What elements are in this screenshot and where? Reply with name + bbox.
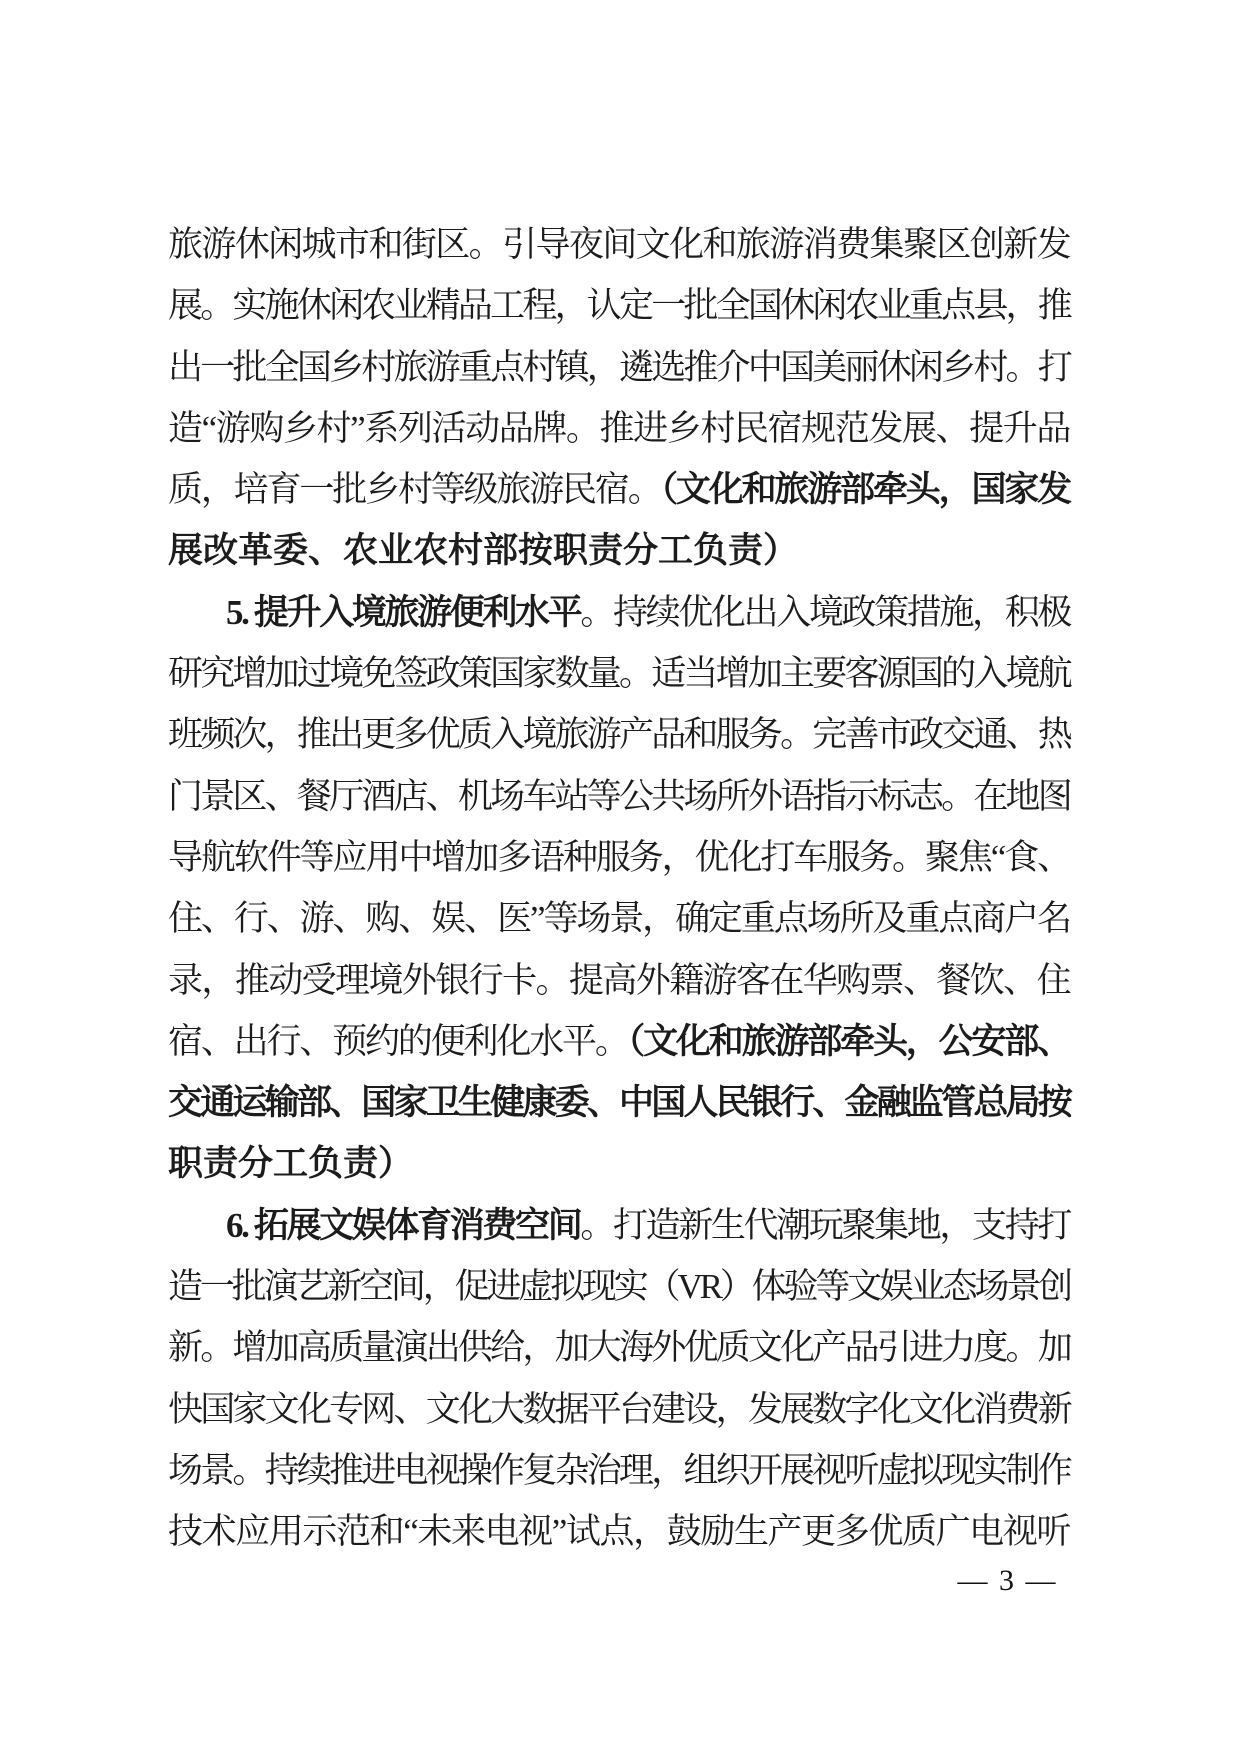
text-segment: 。打造新生代潮玩聚集地，支持打 (580, 1205, 1070, 1245)
text-line (168, 1011, 1070, 1072)
text-line-content (168, 1144, 413, 1183)
text-line-content (168, 715, 1070, 754)
text-line (168, 827, 1070, 888)
bold-text-segment: （文化和旅游部牵头，国家发 (660, 470, 1070, 510)
text-segment: 新。增加高质量演出供给，加大海外优质文化产品引进力度。加 (168, 1328, 1070, 1368)
text-line (168, 643, 1070, 704)
text-line-content (168, 225, 1070, 264)
text-line-content (168, 286, 1070, 325)
text-segment: 快国家文化专网、文化大数据平台建设，发展数字化文化消费新 (168, 1389, 1070, 1429)
text-line (168, 520, 1070, 581)
text-line-content (168, 531, 798, 570)
text-line-content (168, 838, 1070, 877)
text-line (168, 950, 1070, 1011)
text-line-content (168, 1083, 1070, 1122)
text-line-content (168, 1512, 1070, 1551)
text-line-content (168, 1022, 1070, 1061)
text-line-content (168, 1390, 1070, 1429)
bold-text-segment: 5. 提升入境旅游便利水平 (226, 592, 581, 632)
text-segment: 造一批演艺新空间，促进虚拟现实（VR）体验等文娱业态场景创 (168, 1267, 1070, 1307)
text-segment: 造“游购乡村”系列活动品牌。推进乡村民宿规范发展、提升品 (168, 408, 1070, 448)
text-line-content (168, 409, 1070, 448)
text-line-content (168, 470, 1070, 509)
text-line (168, 1195, 1070, 1256)
text-line (168, 1256, 1070, 1317)
text-line-content (168, 1328, 1070, 1367)
text-segment: 旅游休闲城市和街区。引导夜间文化和旅游消费集聚区创新发 (168, 225, 1070, 264)
text-line-content (168, 777, 1070, 816)
text-line (168, 337, 1070, 398)
text-line-content (168, 654, 1070, 693)
text-segment: 出一批全国乡村旅游重点村镇，遴选推介中国美丽休闲乡村。打 (168, 347, 1070, 387)
text-segment: 门景区、餐厅酒店、机场车站等公共场所外语指示标志。在地图 (168, 776, 1070, 816)
text-line (168, 275, 1070, 336)
bold-text-segment: 展改革委、农业农村部按职责分工负责） (168, 531, 799, 571)
text-segment: 研究增加过境免签政策国家数量。适当增加主要客源国的入境航 (168, 654, 1070, 694)
text-segment: 技术应用示范和“未来电视”试点，鼓励生产更多优质广电视听 (168, 1512, 1070, 1552)
text-segment: 导航软件等应用中增加多语种服务，优化打车服务。聚焦“食、 (168, 837, 1070, 877)
text-line (168, 1317, 1070, 1378)
text-segment: 场景。持续推进电视操作复杂治理，组织开展视听虚拟现实制作 (168, 1450, 1070, 1490)
text-line-content (168, 348, 1070, 387)
text-segment: 班频次，推出更多优质入境旅游产品和服务。完善市政交通、热 (168, 715, 1070, 755)
text-segment: 录，推动受理境外银行卡。提高外籍游客在华购票、餐饮、住 (168, 960, 1070, 1000)
bold-text-segment: 交通运输部、国家卫生健康委、中国人民银行、金融监管总局按 (168, 1083, 1070, 1123)
page-number: — 3 — (957, 1564, 1058, 1597)
text-line (168, 766, 1070, 827)
bold-text-segment: （文化和旅游部牵头，公安部、 (627, 1021, 1070, 1061)
text-line (168, 1501, 1070, 1562)
text-line (168, 1379, 1070, 1440)
text-line-content (168, 1451, 1070, 1490)
bold-text-segment: 6. 拓展文娱体育消费空间 (226, 1205, 581, 1245)
text-line-content (168, 961, 1070, 1000)
text-segment: 。持续优化出入境政策措施，积极 (580, 592, 1070, 632)
text-line (168, 888, 1070, 949)
text-line (168, 398, 1070, 459)
text-segment: 展。实施休闲农业精品工程，认定一批全国休闲农业重点县，推 (168, 286, 1070, 326)
text-segment: 质，培育一批乡村等级旅游民宿。 (168, 470, 661, 510)
text-segment: 宿、出行、预约的便利化水平。 (168, 1021, 628, 1061)
text-line (168, 1133, 1070, 1194)
text-line-content (226, 1206, 1070, 1245)
text-line-content (226, 593, 1070, 632)
text-line (168, 1440, 1070, 1501)
text-line (168, 459, 1070, 520)
document-body (168, 214, 1070, 1563)
text-line (168, 582, 1070, 643)
text-line (168, 704, 1070, 765)
text-line (168, 214, 1070, 275)
text-segment: 住、行、游、购、娱、医”等场景，确定重点场所及重点商户名 (168, 899, 1070, 939)
bold-text-segment: 职责分工负责） (168, 1144, 414, 1184)
text-line (168, 1072, 1070, 1133)
text-line-content (168, 899, 1070, 938)
text-line-content (168, 1267, 1070, 1306)
